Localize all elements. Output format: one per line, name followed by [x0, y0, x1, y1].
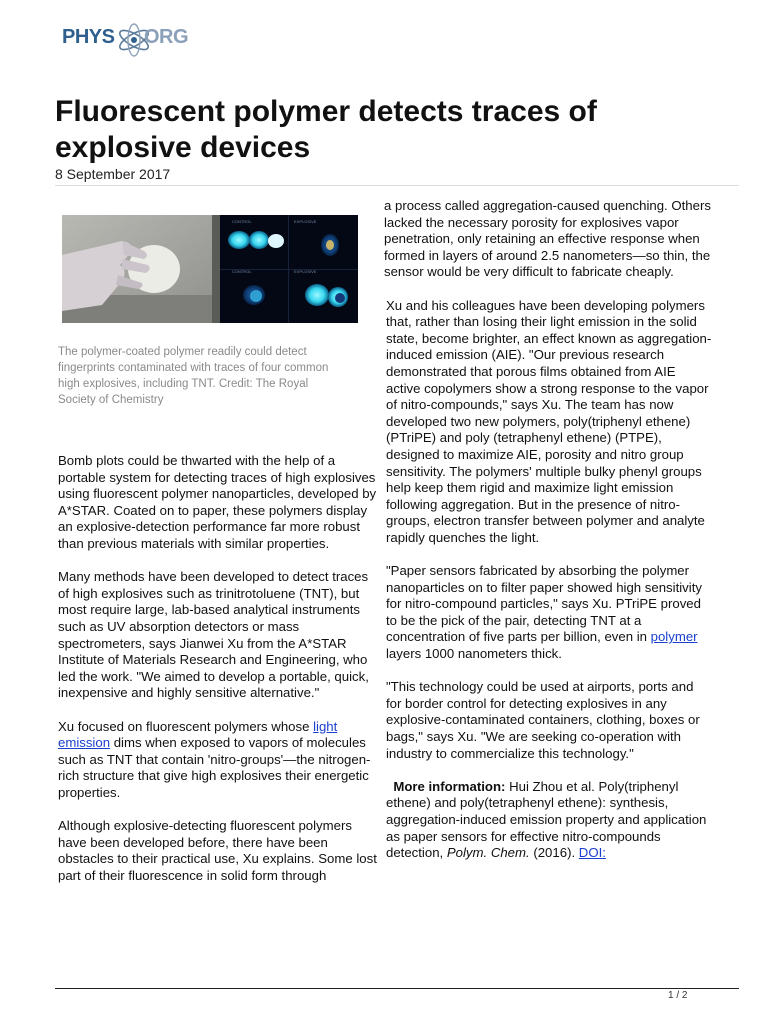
svg-text:EXPLOSIVE: EXPLOSIVE [294, 269, 317, 274]
article-body-left-column [58, 453, 378, 901]
paragraph-text: dims when exposed to vapors of molecules such as TNT that contain 'nitro-groups'—the nitrogen-rich structure that give high explosives their energetic properties. [58, 735, 371, 800]
publication-year: (2016). [529, 845, 579, 861]
page-number: 1 / 2 [668, 990, 688, 1001]
paragraph [386, 563, 712, 663]
journal-name: Polym. Chem. [446, 845, 530, 861]
logo-text-phys: PHYS [62, 26, 115, 48]
paragraph: "This technology could be used at airports, ports and for border control for detecting explosives in any explosive-contaminated containers, clothing, boxes or bags," says Xu. "We are seeking co-operation with industry to commercialize this technology." [386, 679, 700, 761]
paragraph [58, 719, 378, 802]
article-body-right-column [386, 198, 712, 878]
paragraph: Xu and his colleagues have been developing polymers that, rather than losing their light emission in the solid state, become brighter, an effect known as aggregation-induced emission (AIE). "Our previous research demonstrated that porous films obtained from AIE active copolymers show a strong response to the vapor of nitro-compounds," says Xu. The team has now developed two new polymers, poly(triphenyl ethene) (PTriPE) and poly (tetraphenyl ethene) (PTPE), designed to maximize AIE, porosity and nitro group sensitivity. The polymers' multiple bulky phenyl groups help keep them rigid and maximize light emission following aggregation. But in the presence of nitro-groups, electron transfer between polymer and analyte rapidly quenches the light. [386, 297, 712, 545]
image-caption: The polymer-coated polymer readily could detect fingerprints contaminated with traces of four common high explosives, including TNT. Credit: The Royal Society of Chemistry [58, 346, 329, 406]
more-information [386, 779, 712, 862]
svg-text:CONTROL: CONTROL [232, 269, 252, 274]
article-title: Fluorescent polymer detects traces of explosive devices [55, 95, 597, 164]
svg-text:CONTROL: CONTROL [232, 219, 252, 224]
more-information-label: More information: [393, 778, 506, 794]
link-light-emission[interactable]: light emission [58, 718, 338, 751]
paragraph: a process called aggregation-caused quenching. Others lacked the necessary porosity for explosives vapor penetration, only retaining an effective response when formed in layers of around 2.5 nanometers—so thin, the sensor would be very difficult to fabricate cheaply. [384, 198, 711, 280]
paragraph-text: layers 1000 nanometers thick. [386, 646, 562, 662]
more-information-text: Hui Zhou et al. Poly(triphenyl ethene) and poly(tetraphenyl ethene): synthesis, aggregation-induced emission property and application as paper sensors for effective nitro-compounds detection, [386, 778, 707, 861]
footer-divider [55, 988, 739, 989]
paragraph: Many methods have been developed to detect traces of high explosives such as trinitrotoluene (TNT), but most require large, lab-based analytical instruments such as UV absorption detectors or mass spectrometers, says Jianwei Xu from the A*STAR Institute of Materials Research and Engineering, who led the work. "We aimed to develop a portable, quick, inexpensive and highly sensitive alternative." [58, 569, 369, 701]
paragraph-text: "Paper sensors fabricated by absorbing the polymer nanoparticles on to filter paper showed high sensitivity for nitro-compound particles," says Xu. PTriPE proved to be the pick of the pair, detecting TNT at a concentration of five parts per billion, even in [386, 563, 702, 645]
header-divider [55, 185, 739, 186]
paragraph: Although explosive-detecting fluorescent polymers have been developed before, there have been obstacles to their practical use, Xu explains. Some lost part of their fluorescence in solid form through [58, 818, 377, 883]
paragraph-text: Xu focused on fluorescent polymers whose [58, 718, 314, 734]
logo-text-org: ORG [144, 26, 189, 48]
doi-link[interactable]: DOI: [578, 845, 606, 861]
svg-text:EXPLOSIVE: EXPLOSIVE [294, 219, 317, 224]
article-date: 8 September 2017 [55, 166, 171, 182]
paragraph: Bomb plots could be thwarted with the help of a portable system for detecting traces of high explosives using fluorescent polymer nanoparticles, developed by A*STAR. Coated on to paper, these polymers display an explosive-detection performance far more robust than previous materials with similar properties. [58, 453, 377, 551]
article-image [62, 215, 358, 323]
phys-org-logo[interactable] [62, 22, 212, 58]
link-polymer[interactable]: polymer [650, 629, 698, 645]
